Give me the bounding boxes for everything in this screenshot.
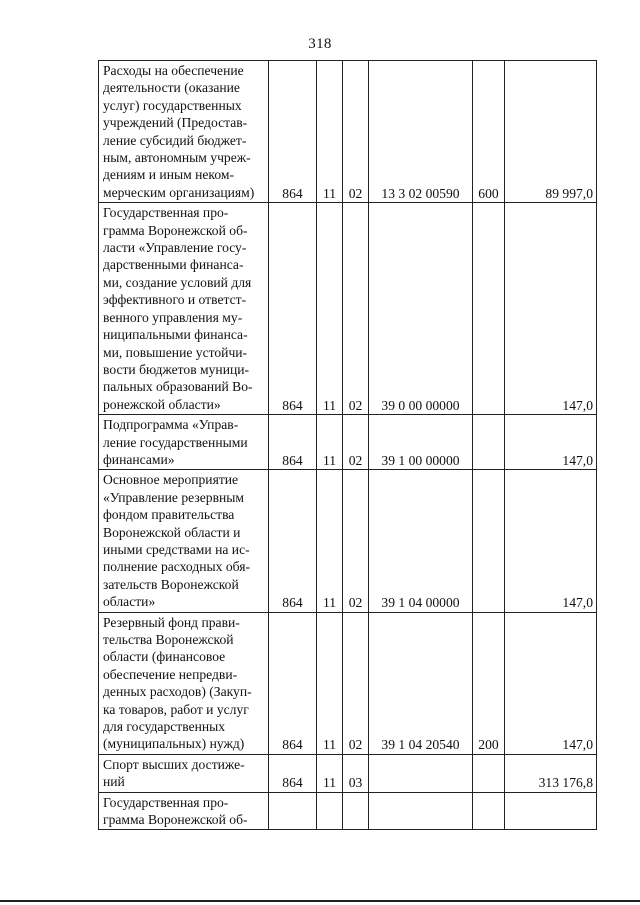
target-article-cell	[369, 792, 473, 830]
target-article-cell	[369, 754, 473, 792]
section-cell: 11	[317, 415, 343, 470]
amount-cell	[505, 792, 597, 830]
gov-code-cell: 864	[269, 415, 317, 470]
table-row	[99, 203, 597, 415]
page-bottom-rule	[0, 900, 640, 902]
section-cell: 11	[317, 612, 343, 754]
subsection-cell: 02	[343, 415, 369, 470]
subsection-cell: 02	[343, 470, 369, 612]
section-cell: 11	[317, 203, 343, 415]
row-name: Государственная про- грамма Воронежской об-	[99, 792, 269, 830]
section-cell: 11	[317, 754, 343, 792]
gov-code-cell: 864	[269, 612, 317, 754]
budget-table	[98, 60, 597, 830]
gov-code-cell	[269, 792, 317, 830]
gov-code-cell: 864	[269, 203, 317, 415]
gov-code-cell: 864	[269, 470, 317, 612]
table-row	[99, 754, 597, 792]
row-name: Подпрограмма «Управ- ление государственными финансами»	[99, 415, 269, 470]
table-row	[99, 792, 597, 830]
gov-code-cell: 864	[269, 61, 317, 203]
row-name: Государственная про- грамма Воронежской об- ласти «Управление госу- дарственными финанса- ми, создание условий для эффективного и ответст- венного управления му- ниципальными финанса- ми, повышение устойчи- вости бюджетов муници- пальных образований Во- ронежской области»	[99, 203, 269, 415]
subsection-cell: 02	[343, 612, 369, 754]
gov-code-cell: 864	[269, 754, 317, 792]
subsection-cell: 02	[343, 203, 369, 415]
row-name: Спорт высших достиже- ний	[99, 754, 269, 792]
expense-type-cell	[473, 415, 505, 470]
target-article-cell: 39 1 00 00000	[369, 415, 473, 470]
subsection-cell: 02	[343, 61, 369, 203]
row-name: Расходы на обеспечение деятельности (оказание услуг) государственных учреждений (Предостав- ление субсидий бюджет- ным, автономным учреж- дениям и иным неком- мерческим организациям)	[99, 61, 269, 203]
target-article-cell: 39 0 00 00000	[369, 203, 473, 415]
table-row	[99, 612, 597, 754]
expense-type-cell: 600	[473, 61, 505, 203]
expense-type-cell	[473, 754, 505, 792]
row-name: Резервный фонд прави- тельства Воронежской области (финансовое обеспечение непредви- денных расходов) (Закуп- ка товаров, работ и услуг для государственных (муниципальных) нужд)	[99, 612, 269, 754]
target-article-cell: 39 1 04 00000	[369, 470, 473, 612]
row-name: Основное мероприятие «Управление резервным фондом правительства Воронежской области и иными средствами на ис- полнение расходных обя- зательств Воронежской области»	[99, 470, 269, 612]
amount-cell: 89 997,0	[505, 61, 597, 203]
expense-type-cell	[473, 792, 505, 830]
amount-cell: 147,0	[505, 470, 597, 612]
amount-cell: 147,0	[505, 203, 597, 415]
section-cell	[317, 792, 343, 830]
section-cell: 11	[317, 61, 343, 203]
expense-type-cell	[473, 203, 505, 415]
subsection-cell	[343, 792, 369, 830]
amount-cell: 147,0	[505, 415, 597, 470]
target-article-cell: 13 3 02 00590	[369, 61, 473, 203]
subsection-cell: 03	[343, 754, 369, 792]
expense-type-cell	[473, 470, 505, 612]
table-row	[99, 470, 597, 612]
target-article-cell: 39 1 04 20540	[369, 612, 473, 754]
expense-type-cell: 200	[473, 612, 505, 754]
table-row	[99, 61, 597, 203]
page-number: 318	[308, 36, 332, 52]
amount-cell: 147,0	[505, 612, 597, 754]
amount-cell: 313 176,8	[505, 754, 597, 792]
section-cell: 11	[317, 470, 343, 612]
table-row	[99, 415, 597, 470]
